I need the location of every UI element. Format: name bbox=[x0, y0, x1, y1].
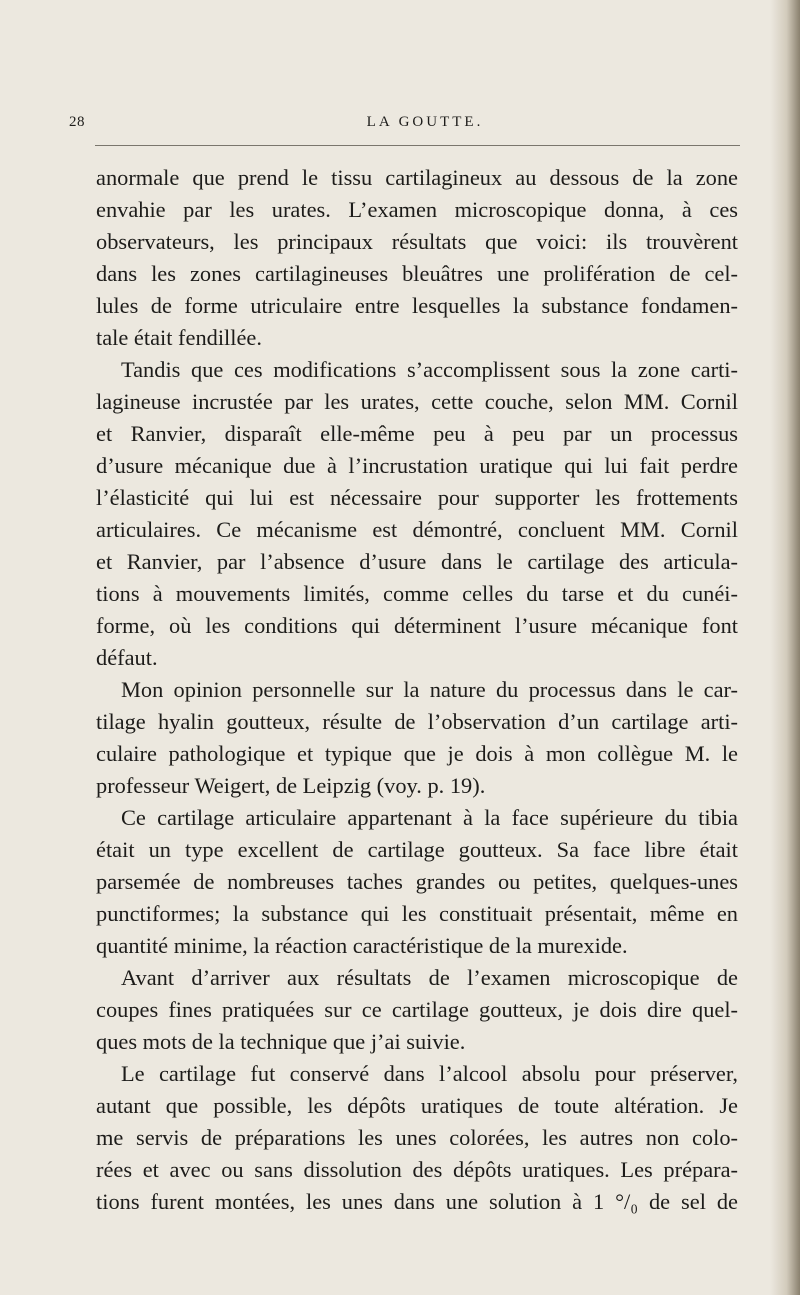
text-line: lules de forme utriculaire entre lesquelles la substance fondamen- bbox=[96, 293, 738, 318]
text-line: autant que possible, les dépôts uratiques de toute altération. Je bbox=[96, 1093, 738, 1118]
text-line: défaut. bbox=[96, 645, 158, 670]
text-line: anormale que prend le tissu cartilagineux au dessous de la zone bbox=[96, 165, 738, 190]
text-line: et Ranvier, disparaît elle-même peu à peu par un processus bbox=[96, 421, 738, 446]
text-line: l’élasticité qui lui est nécessaire pour supporter les frottements bbox=[96, 485, 738, 510]
text-line: Avant d’arriver aux résultats de l’examen microscopique de bbox=[121, 965, 738, 990]
text-line: dans les zones cartilagineuses bleuâtres une prolifération de cel- bbox=[96, 261, 738, 286]
text-line: coupes fines pratiquées sur ce cartilage goutteux, je dois dire quel- bbox=[96, 997, 738, 1022]
text-line: Tandis que ces modifications s’accomplissent sous la zone carti- bbox=[121, 357, 738, 382]
text-line: ques mots de la technique que j’ai suivie. bbox=[96, 1029, 466, 1054]
text-line: articulaires. Ce mécanisme est démontré, concluent MM. Cornil bbox=[96, 517, 738, 542]
text-line: Mon opinion personnelle sur la nature du processus dans le car- bbox=[121, 677, 738, 702]
text-line: parsemée de nombreuses taches grandes ou petites, quelques-unes bbox=[96, 869, 738, 894]
text-line: tale était fendillée. bbox=[96, 325, 262, 350]
text-line: tions furent montées, les unes dans une solution à 1 °/₀ de sel de bbox=[96, 1189, 738, 1214]
text-line: et Ranvier, par l’absence d’usure dans le cartilage des articula- bbox=[96, 549, 738, 574]
text-line: tilage hyalin goutteux, résulte de l’observation d’un cartilage arti- bbox=[96, 709, 738, 734]
text-line: Ce cartilage articulaire appartenant à la face supérieure du tibia bbox=[121, 805, 738, 830]
page-number: 28 bbox=[69, 114, 85, 130]
text-line: envahie par les urates. L’examen microscopique donna, à ces bbox=[96, 197, 738, 222]
text-line: me servis de préparations les unes colorées, les autres non colo- bbox=[96, 1125, 738, 1150]
running-title: LA GOUTTE. bbox=[366, 114, 484, 130]
text-line: punctiformes; la substance qui les constituait présentait, même en bbox=[96, 901, 738, 926]
text-line: tions à mouvements limités, comme celles du tarse et du cunéi- bbox=[96, 581, 738, 606]
text-line: était un type excellent de cartilage goutteux. Sa face libre était bbox=[96, 837, 738, 862]
text-line: forme, où les conditions qui déterminent l’usure mécanique font bbox=[96, 613, 738, 638]
text-line: Le cartilage fut conservé dans l’alcool absolu pour préserver, bbox=[121, 1061, 738, 1086]
header-rule bbox=[95, 145, 740, 146]
page-edge-shadow bbox=[770, 0, 800, 1295]
page-header bbox=[0, 114, 800, 142]
text-line: culaire pathologique et typique que je dois à mon collègue M. le bbox=[96, 741, 738, 766]
text-line: quantité minime, la réaction caractéristique de la murexide. bbox=[96, 933, 628, 958]
text-line: observateurs, les principaux résultats que voici: ils trouvèrent bbox=[96, 229, 738, 254]
text-line: d’usure mécanique due à l’incrustation uratique qui lui fait perdre bbox=[96, 453, 738, 478]
text-line: lagineuse incrustée par les urates, cette couche, selon MM. Cornil bbox=[96, 389, 738, 414]
text-line: rées et avec ou sans dissolution des dépôts uratiques. Les prépara- bbox=[96, 1157, 738, 1182]
text-line: professeur Weigert, de Leipzig (voy. p. 19). bbox=[96, 773, 486, 798]
